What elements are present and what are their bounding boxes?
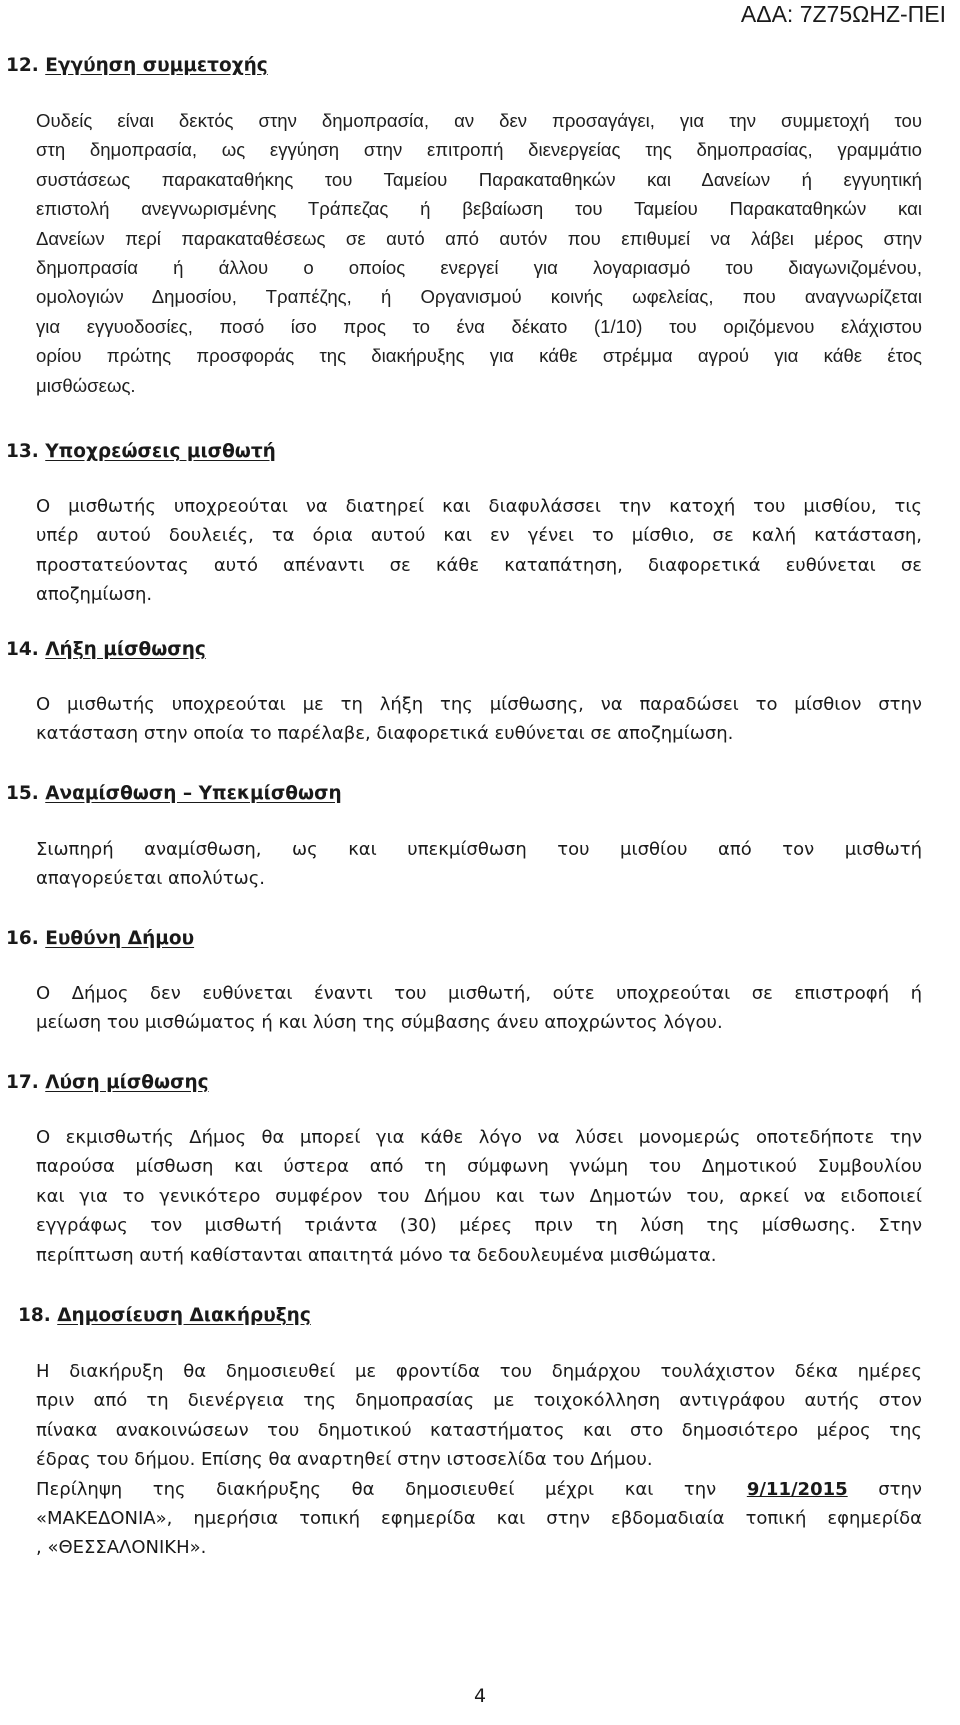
- page-number: 4: [473, 1685, 487, 1707]
- section-number: 12.: [6, 55, 39, 76]
- publication-line: [36, 1475, 922, 1504]
- publication-suffix: στην: [878, 1478, 922, 1500]
- section-17-body: [36, 1123, 922, 1270]
- text-line: προστατεύοντας αυτό απέναντι σε κάθε καταπάτηση, διαφορετικά ευθύνεται σε: [36, 554, 922, 576]
- section-13-body: [36, 492, 922, 610]
- section-18-body: [36, 1357, 922, 1563]
- text-line: παρούσα μίσθωση και ύστερα από τη σύμφωνη γνώμη του Δημοτικού Συμβουλίου: [36, 1156, 922, 1178]
- text-line: Ο μισθωτής υποχρεούται με τη λήξη της μίσθωσης, να παραδώσει το μίσθιον στην: [36, 694, 922, 715]
- text-line: πριν από τη διενέργεια της δημοπρασίας με τοιχοκόλληση αντιγράφου αυτής στον: [36, 1390, 922, 1412]
- section-15-body: [36, 835, 922, 894]
- text-line: Σιωπηρή αναμίσθωση, ως και υπεκμίσθωση του μισθίου από τον μισθωτή: [36, 839, 922, 860]
- section-title: Λήξη μίσθωσης: [45, 639, 206, 660]
- text-line: ομολογιών Δημοσίου, Τραπέζης, ή Οργανισμού κοινής ωφελείας, που αναγνωρίζεται: [36, 286, 922, 308]
- text-line: μείωση του μισθώματος ή και λύση της σύμβασης άνευ αποχρώντος λόγου.: [36, 1012, 723, 1034]
- section-number: 14.: [6, 639, 39, 660]
- section-12-body: [36, 106, 922, 400]
- ada-code: ΑΔΑ: 7Ζ75ΩΗΖ-ΠΕΙ: [740, 1, 946, 27]
- section-title: Υποχρεώσεις μισθωτή: [45, 441, 276, 462]
- section-16-heading: [6, 927, 194, 951]
- section-12-heading: [6, 54, 268, 78]
- section-number: 15.: [6, 783, 39, 804]
- text-line: Δανείων περί παρακαταθέσεως σε αυτό από αυτόν που επιθυμεί να λάβει μέρος στην: [36, 227, 922, 249]
- section-18-heading: [18, 1304, 311, 1328]
- text-line: δημοπρασία ή άλλου ο οποίος ενεργεί για λογαριασμό του διαγωνιζομένου,: [36, 257, 922, 279]
- text-line: συστάσεως παρακαταθήκης του Ταμείου Παρακαταθηκών και Δανείων ή εγγυητική: [36, 168, 922, 190]
- section-title: Δημοσίευση Διακήρυξης: [57, 1305, 311, 1326]
- text-line: μισθώσεως.: [36, 374, 136, 396]
- text-line: Ουδείς είναι δεκτός στην δημοπρασία, αν δεν προσαγάγει, για την συμμετοχή του: [36, 110, 922, 131]
- text-line: για εγγυοδοσίες, ποσό ίσο προς το ένα δέκατο (1/10) του οριζόμενου ελάχιστου: [36, 315, 922, 337]
- text-line: ορίου πρώτης προσφοράς της διακήρυξης για κάθε στρέμμα αγρού για κάθε έτος: [36, 345, 922, 367]
- text-line: έδρας του δήμου. Επίσης θα αναρτηθεί στην ιστοσελίδα του Δήμου.: [36, 1449, 653, 1471]
- section-14-body: [36, 690, 922, 749]
- section-number: 17.: [6, 1072, 39, 1093]
- text-line: «ΜΑΚΕΔΟΝΙΑ», ημερήσια τοπική εφημερίδα και στην εβδομαδιαία τοπική εφημερίδα: [36, 1508, 922, 1530]
- section-17-heading: [6, 1071, 209, 1095]
- text-line: Ο Δήμος δεν ευθύνεται έναντι του μισθωτή, ούτε υποχρεούται σε επιστροφή ή: [36, 983, 922, 1004]
- section-title: Λύση μίσθωσης: [45, 1072, 209, 1093]
- text-line: Η διακήρυξη θα δημοσιευθεί με φροντίδα του δημάρχου τουλάχιστον δέκα ημέρες: [36, 1361, 922, 1382]
- text-line: κατάσταση στην οποία το παρέλαβε, διαφορετικά ευθύνεται σε αποζημίωση.: [36, 723, 734, 745]
- section-15-heading: [6, 782, 342, 806]
- text-line: Ο μισθωτής υποχρεούται να διατηρεί και διαφυλάσσει την κατοχή του μισθίου, τις: [36, 496, 922, 517]
- publication-prefix: Περίληψη της διακήρυξης θα δημοσιευθεί μέχρι και την: [36, 1478, 717, 1500]
- text-line: επιστολή ανεγνωρισμένης Τράπεζας ή βεβαίωση του Ταμείου Παρακαταθηκών και: [36, 198, 922, 220]
- section-13-heading: [6, 440, 276, 464]
- section-number: 18.: [18, 1305, 51, 1326]
- text-line: και για το γενικότερο συμφέρον του Δήμου και των Δημοτών του, αρκεί να ειδοποιεί: [36, 1185, 922, 1207]
- section-number: 16.: [6, 928, 39, 949]
- text-line: απαγορεύεται απολύτως.: [36, 868, 266, 890]
- section-number: 13.: [6, 441, 39, 462]
- text-line: περίπτωση αυτή καθίστανται απαιτητά μόνο τα δεδουλευμένα μισθώματα.: [36, 1244, 717, 1266]
- section-16-body: [36, 979, 922, 1038]
- text-line: εγγράφως τον μισθωτή τριάντα (30) μέρες πριν τη λύση της μίσθωσης. Στην: [36, 1215, 922, 1237]
- section-title: Ευθύνη Δήμου: [45, 928, 195, 949]
- text-line: πίνακα ανακοινώσεων του δημοτικού καταστήματος και στο δημοσιότερο μέρος της: [36, 1419, 922, 1441]
- section-14-heading: [6, 638, 206, 662]
- text-line: υπέρ αυτού δουλειές, τα όρια αυτού και εν γένει το μίσθιο, σε καλή κατάσταση,: [36, 525, 922, 547]
- section-title: Αναμίσθωση – Υπεκμίσθωση: [45, 783, 342, 804]
- section-title: Εγγύηση συμμετοχής: [45, 55, 268, 76]
- publication-date: 9/11/2015: [746, 1478, 848, 1500]
- text-line: στη δημοπρασία, ως εγγύηση στην επιτροπή διενεργείας της δημοπρασίας, γραμμάτιο: [36, 139, 922, 161]
- text-line: Ο εκμισθωτής Δήμος θα μπορεί για κάθε λόγο να λύσει μονομερώς οποτεδήποτε την: [36, 1127, 922, 1148]
- text-line: αποζημίωση.: [36, 584, 153, 606]
- text-line: , «ΘΕΣΣΑΛΟΝΙΚΗ».: [36, 1537, 207, 1559]
